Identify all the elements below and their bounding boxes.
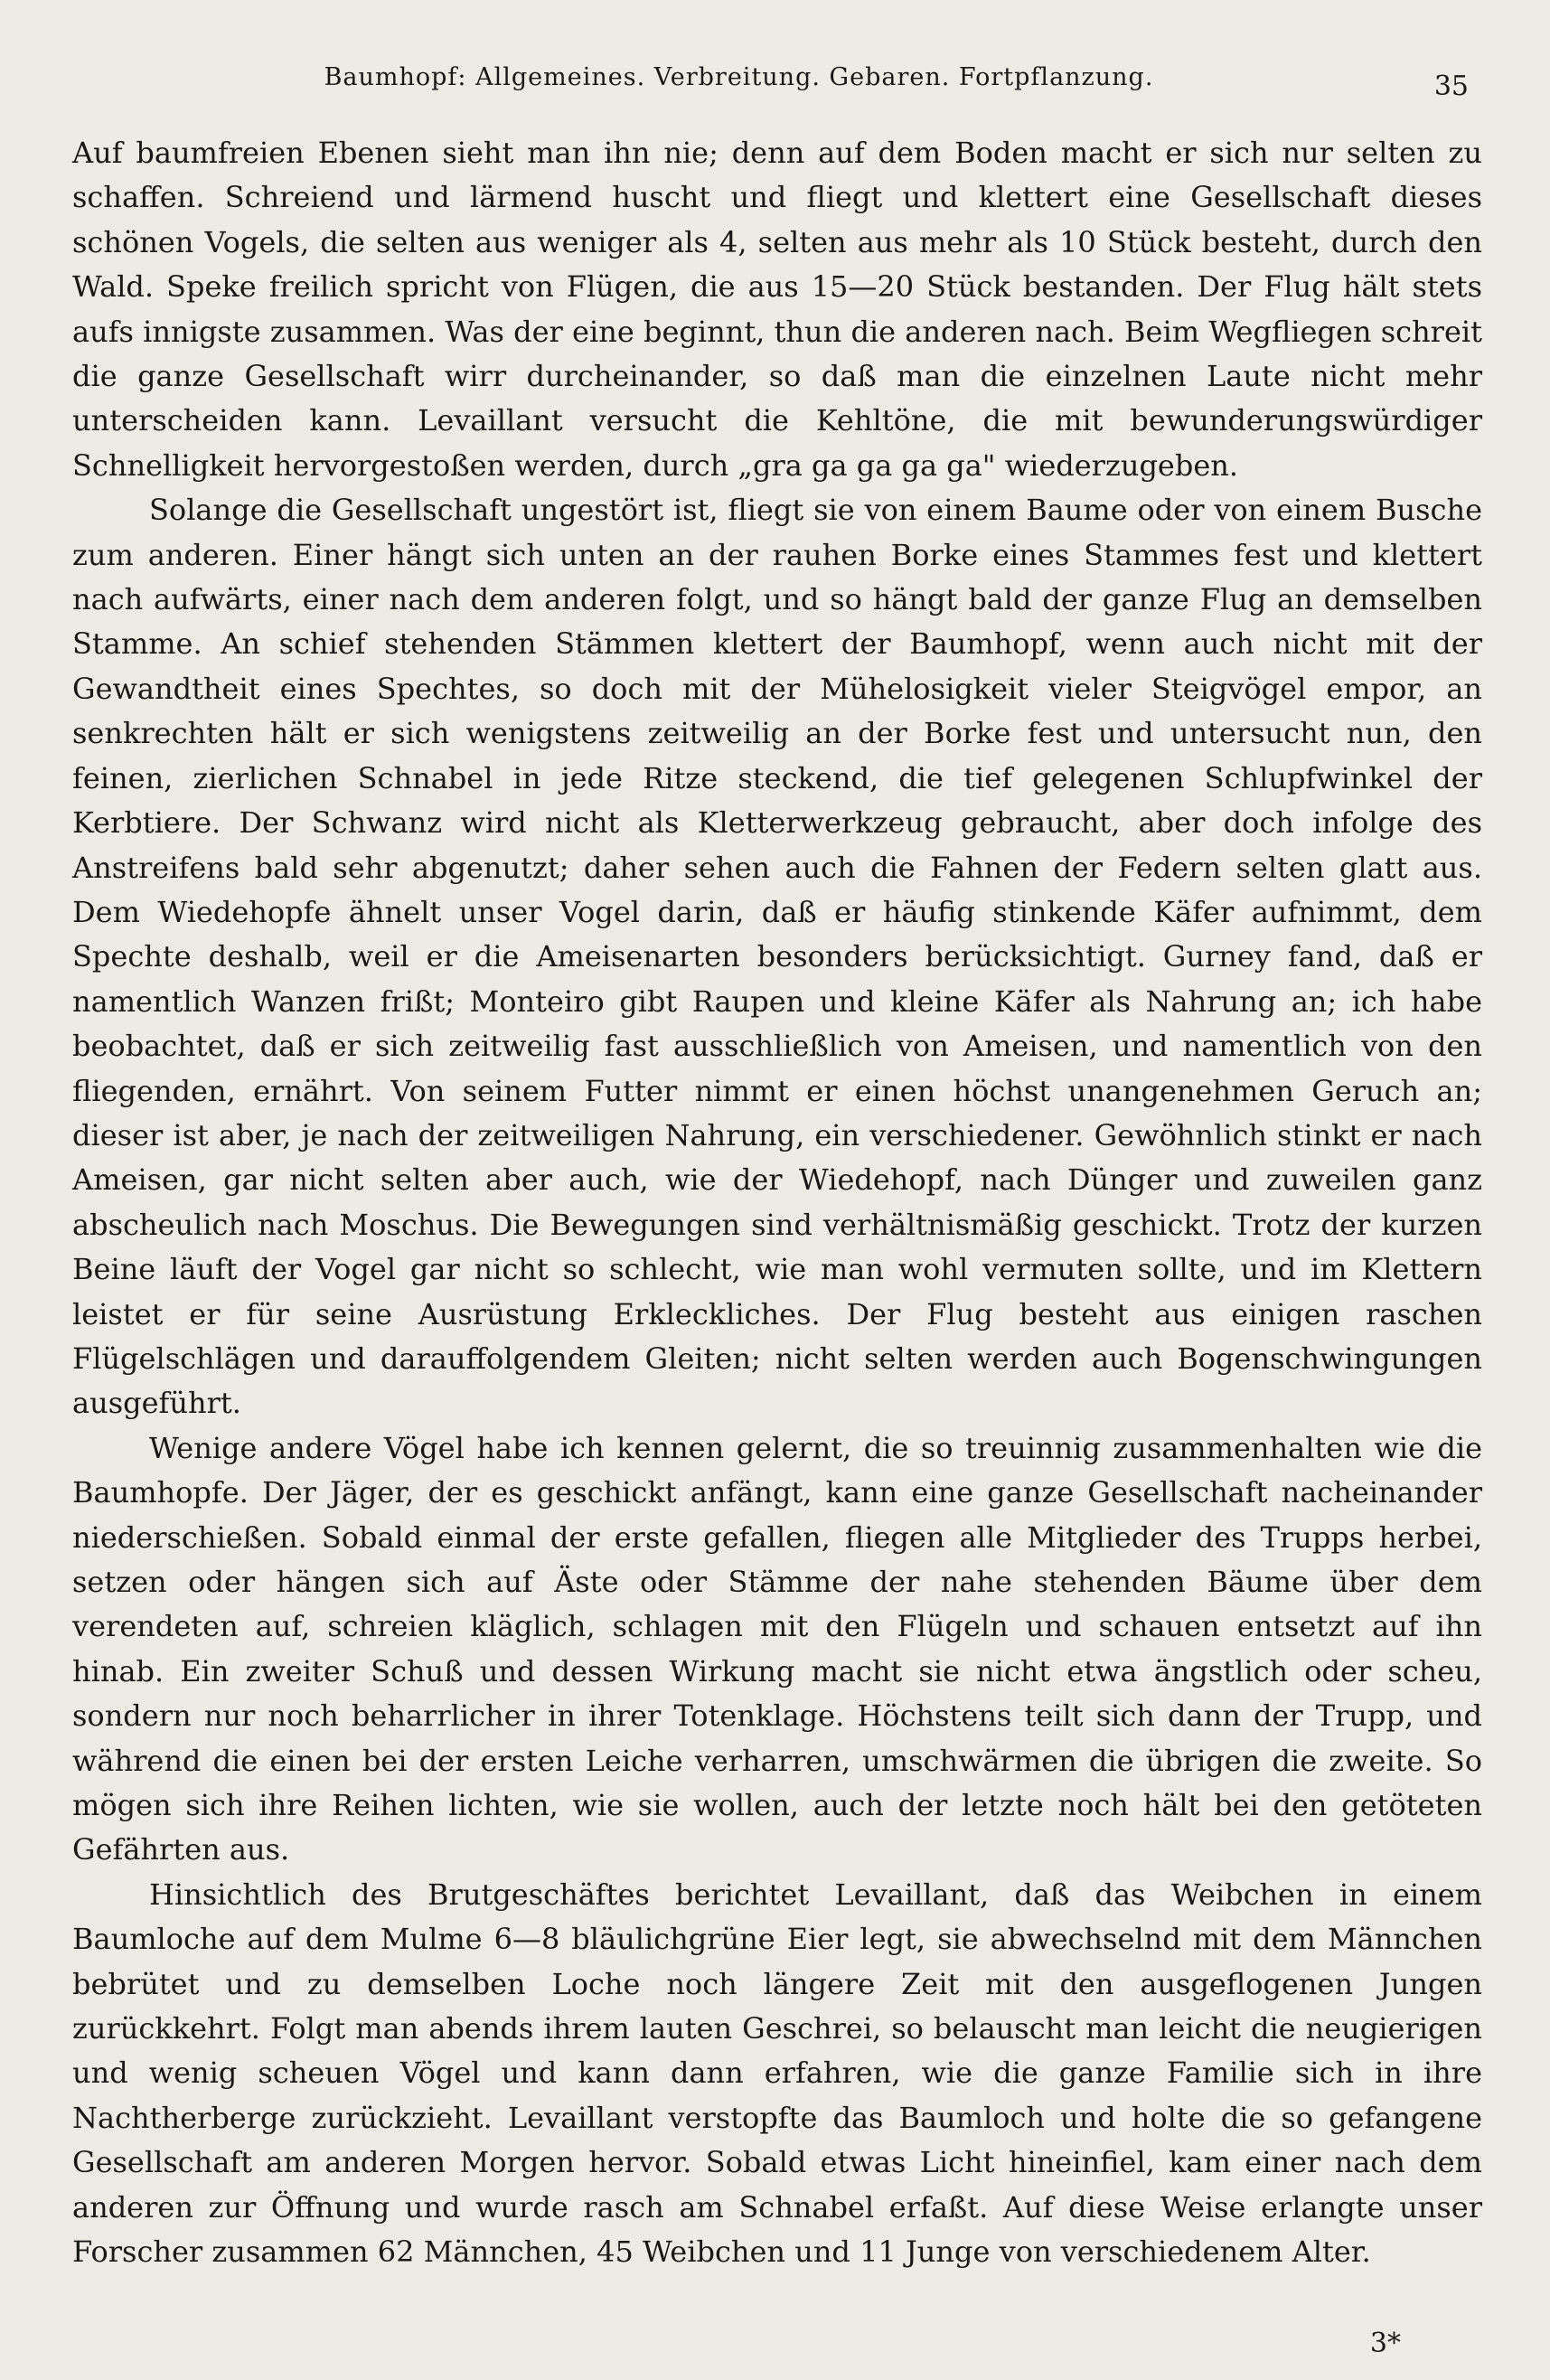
page-number: 35	[1433, 71, 1469, 102]
paragraph: Solange die Gesellschaft ungestört ist, fliegt sie von einem Baume oder von einem Busche zum anderen. Einer hängt sich unten an der rauhen Borke eines Stammes fest und klettert nach aufwärts, einer nach dem anderen folgt, und so hängt bald der ganze Flug an demselben Stamme. An schief stehenden Stämmen klettert der Baumhopf, wenn auch nicht mit der Gewandtheit eines Spechtes, so doch mit der Mühelosigkeit vieler Steigvögel empor, an senkrechten hält er sich wenigstens zeitweilig an der Borke fest und untersucht nun, den feinen, zierlichen Schnabel in jede Ritze steckend, die tief gelegenen Schlupfwinkel der Kerbtiere. Der Schwanz wird nicht als Kletterwerkzeug gebraucht, aber doch infolge des Anstreifens bald sehr abgenutzt; daher sehen auch die Fahnen der Federn selten glatt aus. Dem Wiedehopfe ähnelt unser Vogel darin, daß er häufig stinkende Käfer aufnimmt, dem Spechte deshalb, weil er die Ameisenarten besonders berücksichtigt. Gurney fand, daß er namentlich Wanzen frißt; Monteiro gibt Raupen und kleine Käfer als Nahrung an; ich habe beobachtet, daß er sich zeitweilig fast ausschließlich von Ameisen, und namentlich von den fliegenden, ernährt. Von seinem Futter nimmt er einen höchst unangenehmen Geruch an; dieser ist aber, je nach der zeitweiligen Nahrung, ein verschiedener. Gewöhnlich stinkt er nach Ameisen, gar nicht selten aber auch, wie der Wiedehopf, nach Dünger und zuweilen ganz abscheulich nach Moschus. Die Bewegungen sind verhältnismäßig geschickt. Trotz der kurzen Beine läuft der Vogel gar nicht so schlecht, wie man wohl vermuten sollte, und im Klettern leistet er für seine Ausrüstung Erkleckliches. Der Flug besteht aus einigen raschen Flügelschlägen und darauffolgendem Gleiten; nicht selten werden auch Bogenschwingungen ausgeführt.	[72, 493, 1482, 1421]
paragraph: Wenige andere Vögel habe ich kennen gelernt, die so treuinnig zusammenhalten wie die Baumhopfe. Der Jäger, der es geschickt anfängt, kann eine ganze Gesellschaft nacheinander niederschießen. Sobald einmal der erste gefallen, fliegen alle Mitglieder des Trupps herbei, setzen oder hängen sich auf Äste oder Stämme der nahe stehenden Bäume über dem verendeten auf, schreien kläglich, schlagen mit den Flügeln und schauen entsetzt auf ihn hinab. Ein zweiter Schuß und dessen Wirkung macht sie nicht etwa ängstlich oder scheu, sondern nur noch beharrlicher in ihrer Totenklage. Höchstens teilt sich dann der Trupp, und während die einen bei der ersten Leiche verharren, umschwärmen die übrigen die zweite. So mögen sich ihre Reihen lichten, wie sie wollen, auch der letzte noch hält bei den getöteten Gefährten aus.	[72, 1430, 1482, 1867]
signature-mark: 3*	[1369, 2328, 1401, 2359]
page-header	[72, 54, 1478, 108]
paragraph: Auf baumfreien Ebenen sieht man ihn nie; denn auf dem Boden macht er sich nur selten zu schaffen. Schreiend und lärmend huscht und fliegt und klettert eine Gesellschaft dieses schönen Vogels, die selten aus weniger als 4, selten aus mehr als 10 Stück besteht, durch den Wald. Speke freilich spricht von Flügen, die aus 15—20 Stück bestanden. Der Flug hält stets aufs innigste zusammen. Was der eine beginnt, thun die anderen nach. Beim Wegfliegen schreit die ganze Gesellschaft wirr durcheinander, so daß man die einzelnen Laute nicht mehr unterscheiden kann. Levaillant versucht die Kehltöne, die mit bewunderungswürdiger Schnelligkeit hervorgestoßen werden, durch „gra ga ga ga ga" wiederzugeben.	[72, 136, 1482, 483]
paragraph: Hinsichtlich des Brutgeschäftes berichtet Levaillant, daß das Weibchen in einem Baumloche auf dem Mulme 6—8 bläulichgrüne Eier legt, sie abwechselnd mit dem Männchen bebrütet und zu demselben Loche noch längere Zeit mit den ausgeflogenen Jungen zurückkehrt. Folgt man abends ihrem lauten Geschrei, so belauscht man leicht die neugierigen und wenig scheuen Vögel und kann dann erfahren, wie die ganze Familie sich in ihre Nachtherberge zurückzieht. Levaillant verstopfte das Baumloch und holte die so gefangene Gesellschaft am anderen Morgen hervor. Sobald etwas Licht hineinfiel, kam einer nach dem anderen zur Öffnung und wurde rasch am Schnabel erfaßt. Auf diese Weise erlangte unser Forscher zusammen 62 Männchen, 45 Weibchen und 11 Junge von verschiedenem Alter.	[72, 1877, 1482, 2270]
running-head: Baumhopf: Allgemeines. Verbreitung. Gebaren. Fortpflanzung.	[324, 63, 1154, 91]
body-text	[72, 131, 1482, 2275]
